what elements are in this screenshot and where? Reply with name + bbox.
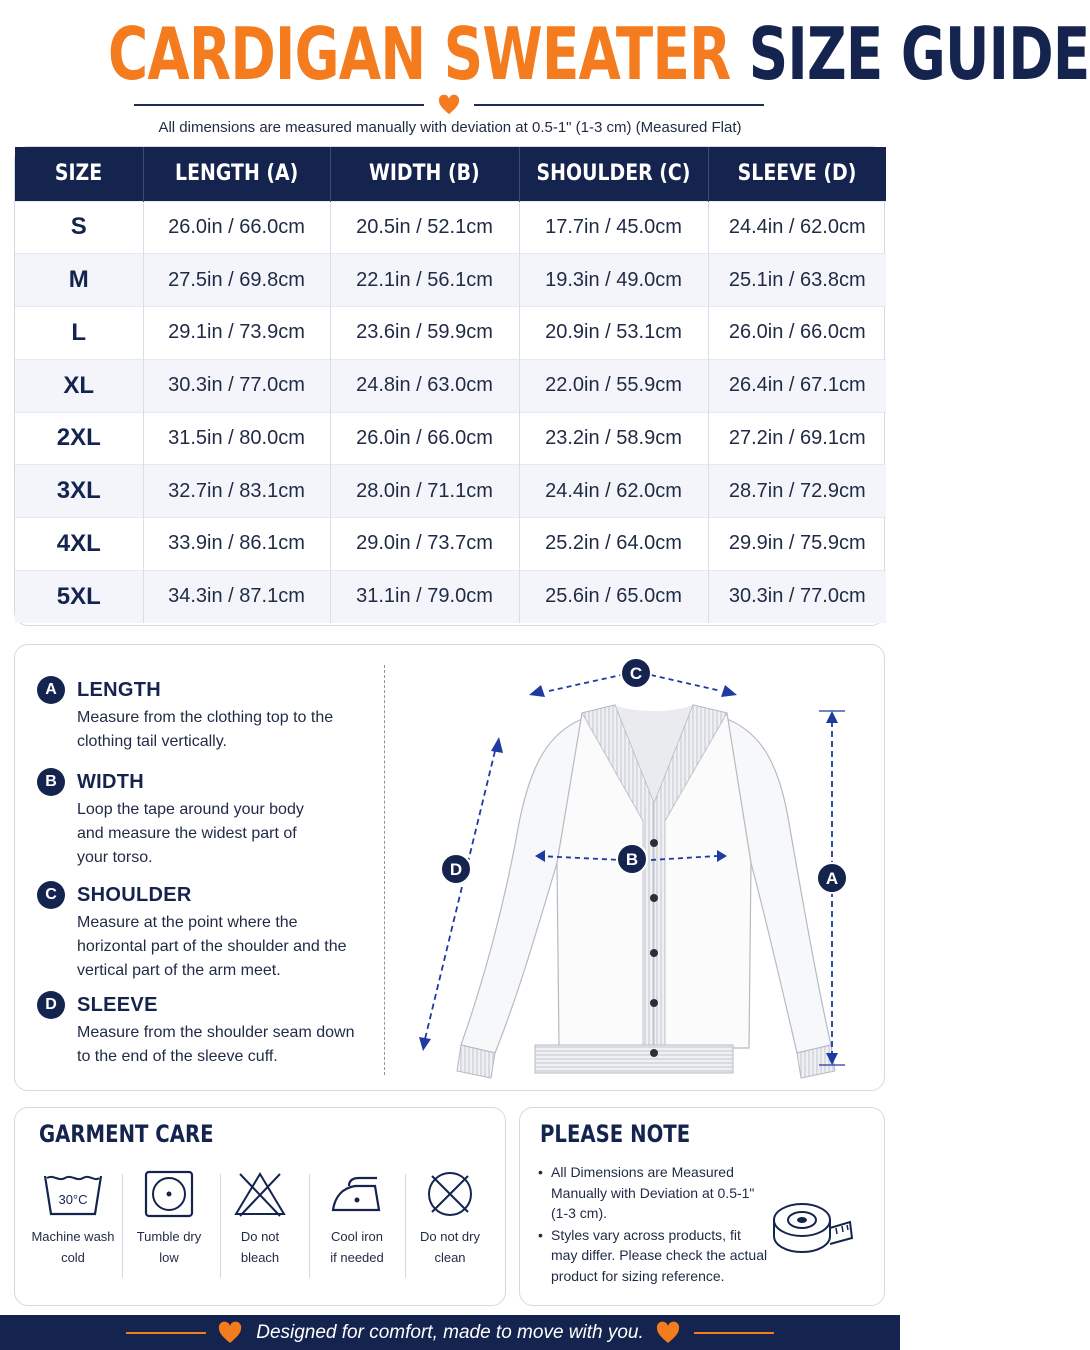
machine-wash-icon <box>41 1170 105 1220</box>
sleeve-cell: 26.0in / 66.0cm <box>708 307 886 360</box>
care-label-line2: bleach <box>240 1250 280 1265</box>
table-row <box>15 254 886 307</box>
title-divider-left <box>134 104 424 106</box>
width-cell: 22.1in / 56.1cm <box>330 254 519 307</box>
width-cell: 26.0in / 66.0cm <box>330 412 519 465</box>
shoulder-cell: 25.2in / 64.0cm <box>519 518 708 571</box>
care-label-line2: if needed <box>330 1250 384 1265</box>
length-cell: 29.1in / 73.9cm <box>143 307 330 360</box>
footer-tagline: Designed for comfort, made to move with you. <box>256 1322 644 1343</box>
title-divider-right <box>474 104 764 106</box>
table-header-row <box>15 147 886 201</box>
measure-title: SLEEVE <box>77 994 158 1016</box>
size-chart-table <box>14 146 885 626</box>
size-label: S <box>15 201 143 254</box>
column-header-size: SIZE <box>15 147 143 201</box>
care-label-line2: cold <box>61 1250 85 1265</box>
measure-title: LENGTH <box>77 679 162 701</box>
care-label-line1: Cool iron <box>330 1229 384 1244</box>
garment-care-panel <box>14 1107 506 1306</box>
care-item-do-not-dry-clean <box>402 1170 498 1280</box>
shoulder-cell: 24.4in / 62.0cm <box>519 465 708 518</box>
column-header-shoulder: SHOULDER (C) <box>519 147 708 201</box>
diagram-label-a: A <box>825 869 839 888</box>
garment-care-title: GARMENT CARE <box>39 1120 214 1148</box>
width-cell: 24.8in / 63.0cm <box>330 359 519 412</box>
care-item-do-not-bleach <box>212 1170 308 1280</box>
note-list <box>538 1162 768 1286</box>
measure-description: Measure from the clothing top to the clothing tail vertically. <box>77 709 334 750</box>
column-header-length: LENGTH (A) <box>143 147 330 201</box>
heart-icon <box>656 1322 680 1344</box>
badge-d: D <box>37 991 65 1019</box>
badge-a: A <box>37 676 65 704</box>
diagram-label-d: D <box>449 860 463 879</box>
width-cell: 29.0in / 73.7cm <box>330 518 519 571</box>
sleeve-cell: 28.7in / 72.9cm <box>708 465 886 518</box>
measure-title: SHOULDER <box>77 884 192 906</box>
table-row <box>15 518 886 571</box>
care-label-line2: low <box>159 1250 179 1265</box>
footer-banner <box>0 1315 900 1350</box>
size-label: M <box>15 254 143 307</box>
shoulder-cell: 23.2in / 58.9cm <box>519 412 708 465</box>
width-cell: 28.0in / 71.1cm <box>330 465 519 518</box>
shoulder-cell: 17.7in / 45.0cm <box>519 201 708 254</box>
care-item-cool-iron <box>309 1170 405 1280</box>
size-label: 2XL <box>15 412 143 465</box>
page-title <box>108 6 1090 102</box>
how-to-measure-panel <box>14 644 885 1091</box>
footer-divider-right <box>694 1332 774 1334</box>
sleeve-cell: 30.3in / 77.0cm <box>708 570 886 623</box>
please-note-panel <box>519 1107 885 1306</box>
care-item-tumble-dry <box>121 1170 217 1280</box>
badge-b: B <box>37 768 65 796</box>
width-cell: 31.1in / 79.0cm <box>330 570 519 623</box>
size-label: 4XL <box>15 518 143 571</box>
column-header-width: WIDTH (B) <box>330 147 519 201</box>
diagram-label-c: C <box>629 664 643 683</box>
do-not-bleach-icon <box>232 1170 288 1220</box>
table-row <box>15 570 886 623</box>
heart-icon <box>438 95 460 115</box>
sleeve-cell: 24.4in / 62.0cm <box>708 201 886 254</box>
table-row <box>15 201 886 254</box>
cardigan-diagram <box>399 653 879 1083</box>
iron-icon <box>327 1170 387 1220</box>
shoulder-cell: 19.3in / 49.0cm <box>519 254 708 307</box>
care-label-line1: Tumble dry <box>136 1229 202 1244</box>
measure-title: WIDTH <box>77 771 145 793</box>
care-label-line1: Do not dry <box>420 1229 480 1244</box>
note-item: • Styles vary across products, fit may differ. Please check the actual product for sizing reference. <box>538 1225 768 1287</box>
do-not-dry-clean-icon <box>422 1170 478 1220</box>
badge-c: C <box>37 881 65 909</box>
dashed-divider <box>384 665 385 1075</box>
size-label: XL <box>15 359 143 412</box>
please-note-title: PLEASE NOTE <box>540 1120 691 1148</box>
measure-description: Loop the tape around your body and measure the widest part of your torso. <box>77 801 304 866</box>
length-cell: 34.3in / 87.1cm <box>143 570 330 623</box>
care-label-line2: clean <box>434 1250 466 1265</box>
measure-description: Measure from the shoulder seam down to the end of the sleeve cuff. <box>77 1024 355 1065</box>
sleeve-cell: 25.1in / 63.8cm <box>708 254 886 307</box>
width-cell: 23.6in / 59.9cm <box>330 307 519 360</box>
svg-text:30°C: 30°C <box>58 1192 88 1207</box>
table-row <box>15 307 886 360</box>
length-cell: 33.9in / 86.1cm <box>143 518 330 571</box>
care-label-line1: Do not <box>240 1229 280 1244</box>
note-item: • All Dimensions are Measured Manually with Deviation at 0.5-1" (1-3 cm). <box>538 1162 768 1224</box>
sleeve-cell: 29.9in / 75.9cm <box>708 518 886 571</box>
shoulder-cell: 20.9in / 53.1cm <box>519 307 708 360</box>
measure-description: Measure at the point where the horizontal part of the shoulder and the vertical part of the arm meet. <box>77 914 347 979</box>
size-label: 5XL <box>15 570 143 623</box>
length-cell: 27.5in / 69.8cm <box>143 254 330 307</box>
care-label-line1: Machine wash <box>31 1229 115 1244</box>
table-row <box>15 359 886 412</box>
sleeve-cell: 27.2in / 69.1cm <box>708 412 886 465</box>
care-item-machine-wash <box>25 1170 121 1280</box>
title-part-2: SIZE GUIDE <box>748 12 1090 96</box>
measuring-tape-icon <box>770 1198 854 1262</box>
table-row <box>15 465 886 518</box>
measurement-disclaimer: All dimensions are measured manually with deviation at 0.5-1" (1-3 cm) (Measured Flat) <box>158 119 742 136</box>
length-cell: 30.3in / 77.0cm <box>143 359 330 412</box>
length-cell: 31.5in / 80.0cm <box>143 412 330 465</box>
shoulder-cell: 22.0in / 55.9cm <box>519 359 708 412</box>
table-row <box>15 412 886 465</box>
shoulder-cell: 25.6in / 65.0cm <box>519 570 708 623</box>
size-label: 3XL <box>15 465 143 518</box>
diagram-label-b: B <box>625 850 639 869</box>
title-part-1: CARDIGAN SWEATER <box>108 12 731 96</box>
length-cell: 26.0in / 66.0cm <box>143 201 330 254</box>
column-header-sleeve: SLEEVE (D) <box>708 147 886 201</box>
length-cell: 32.7in / 83.1cm <box>143 465 330 518</box>
width-cell: 20.5in / 52.1cm <box>330 201 519 254</box>
size-label: L <box>15 307 143 360</box>
sleeve-cell: 26.4in / 67.1cm <box>708 359 886 412</box>
tumble-dry-icon <box>141 1170 197 1220</box>
